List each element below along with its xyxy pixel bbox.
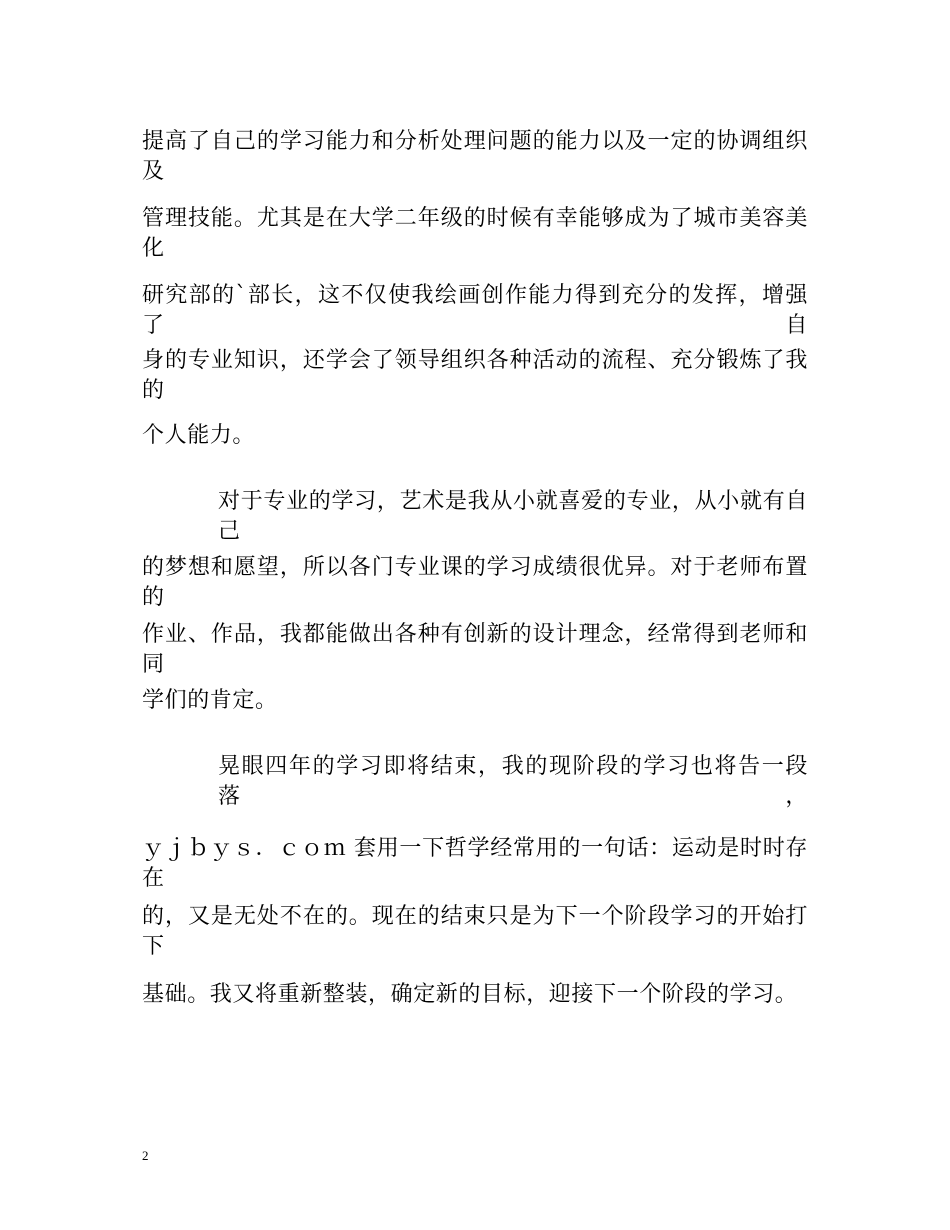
text-line-2: 管理技能。尤其是在大学二年级的时候有幸能够成为了城市美容美化 bbox=[142, 206, 808, 261]
text-line-9: 学们的肯定。 bbox=[142, 688, 278, 713]
text-line-11: ｙｊｂｙｓ．ｃｏｍ 套用一下哲学经常用的一句话：运动是时时存在 bbox=[142, 836, 808, 891]
text-line-5: 个人能力。 bbox=[142, 423, 256, 448]
page-number: 2 bbox=[142, 1148, 149, 1163]
text-line-4: 身的专业知识，还学会了领导组织各种活动的流程、充分锻炼了我的 bbox=[142, 348, 808, 403]
paragraph-3-first-line: 晃眼四年的学习即将结束，我的现阶段的学习也将告一段落， bbox=[218, 754, 808, 809]
paragraph-2-first-line: 对于专业的学习，艺术是我从小就喜爱的专业，从小就有自己 bbox=[218, 489, 808, 544]
text-line-1: 提高了自己的学习能力和分析处理问题的能力以及一定的协调组织及 bbox=[142, 129, 808, 184]
text-line-7: 的梦想和愿望，所以各门专业课的学习成绩很优异。对于老师布置的 bbox=[142, 555, 808, 610]
text-line-12: 的，又是无处不在的。现在的结束只是为下一个阶段学习的开始打下 bbox=[142, 904, 808, 959]
text-line-13: 基础。我又将重新整装，确定新的目标，迎接下一个阶段的学习。 bbox=[142, 982, 798, 1007]
text-line-8: 作业、作品，我都能做出各种有创新的设计理念，经常得到老师和同 bbox=[142, 622, 808, 677]
text-line-3: 研究部的`部长，这不仅使我绘画创作能力得到充分的发挥，增强了自 bbox=[142, 283, 808, 338]
